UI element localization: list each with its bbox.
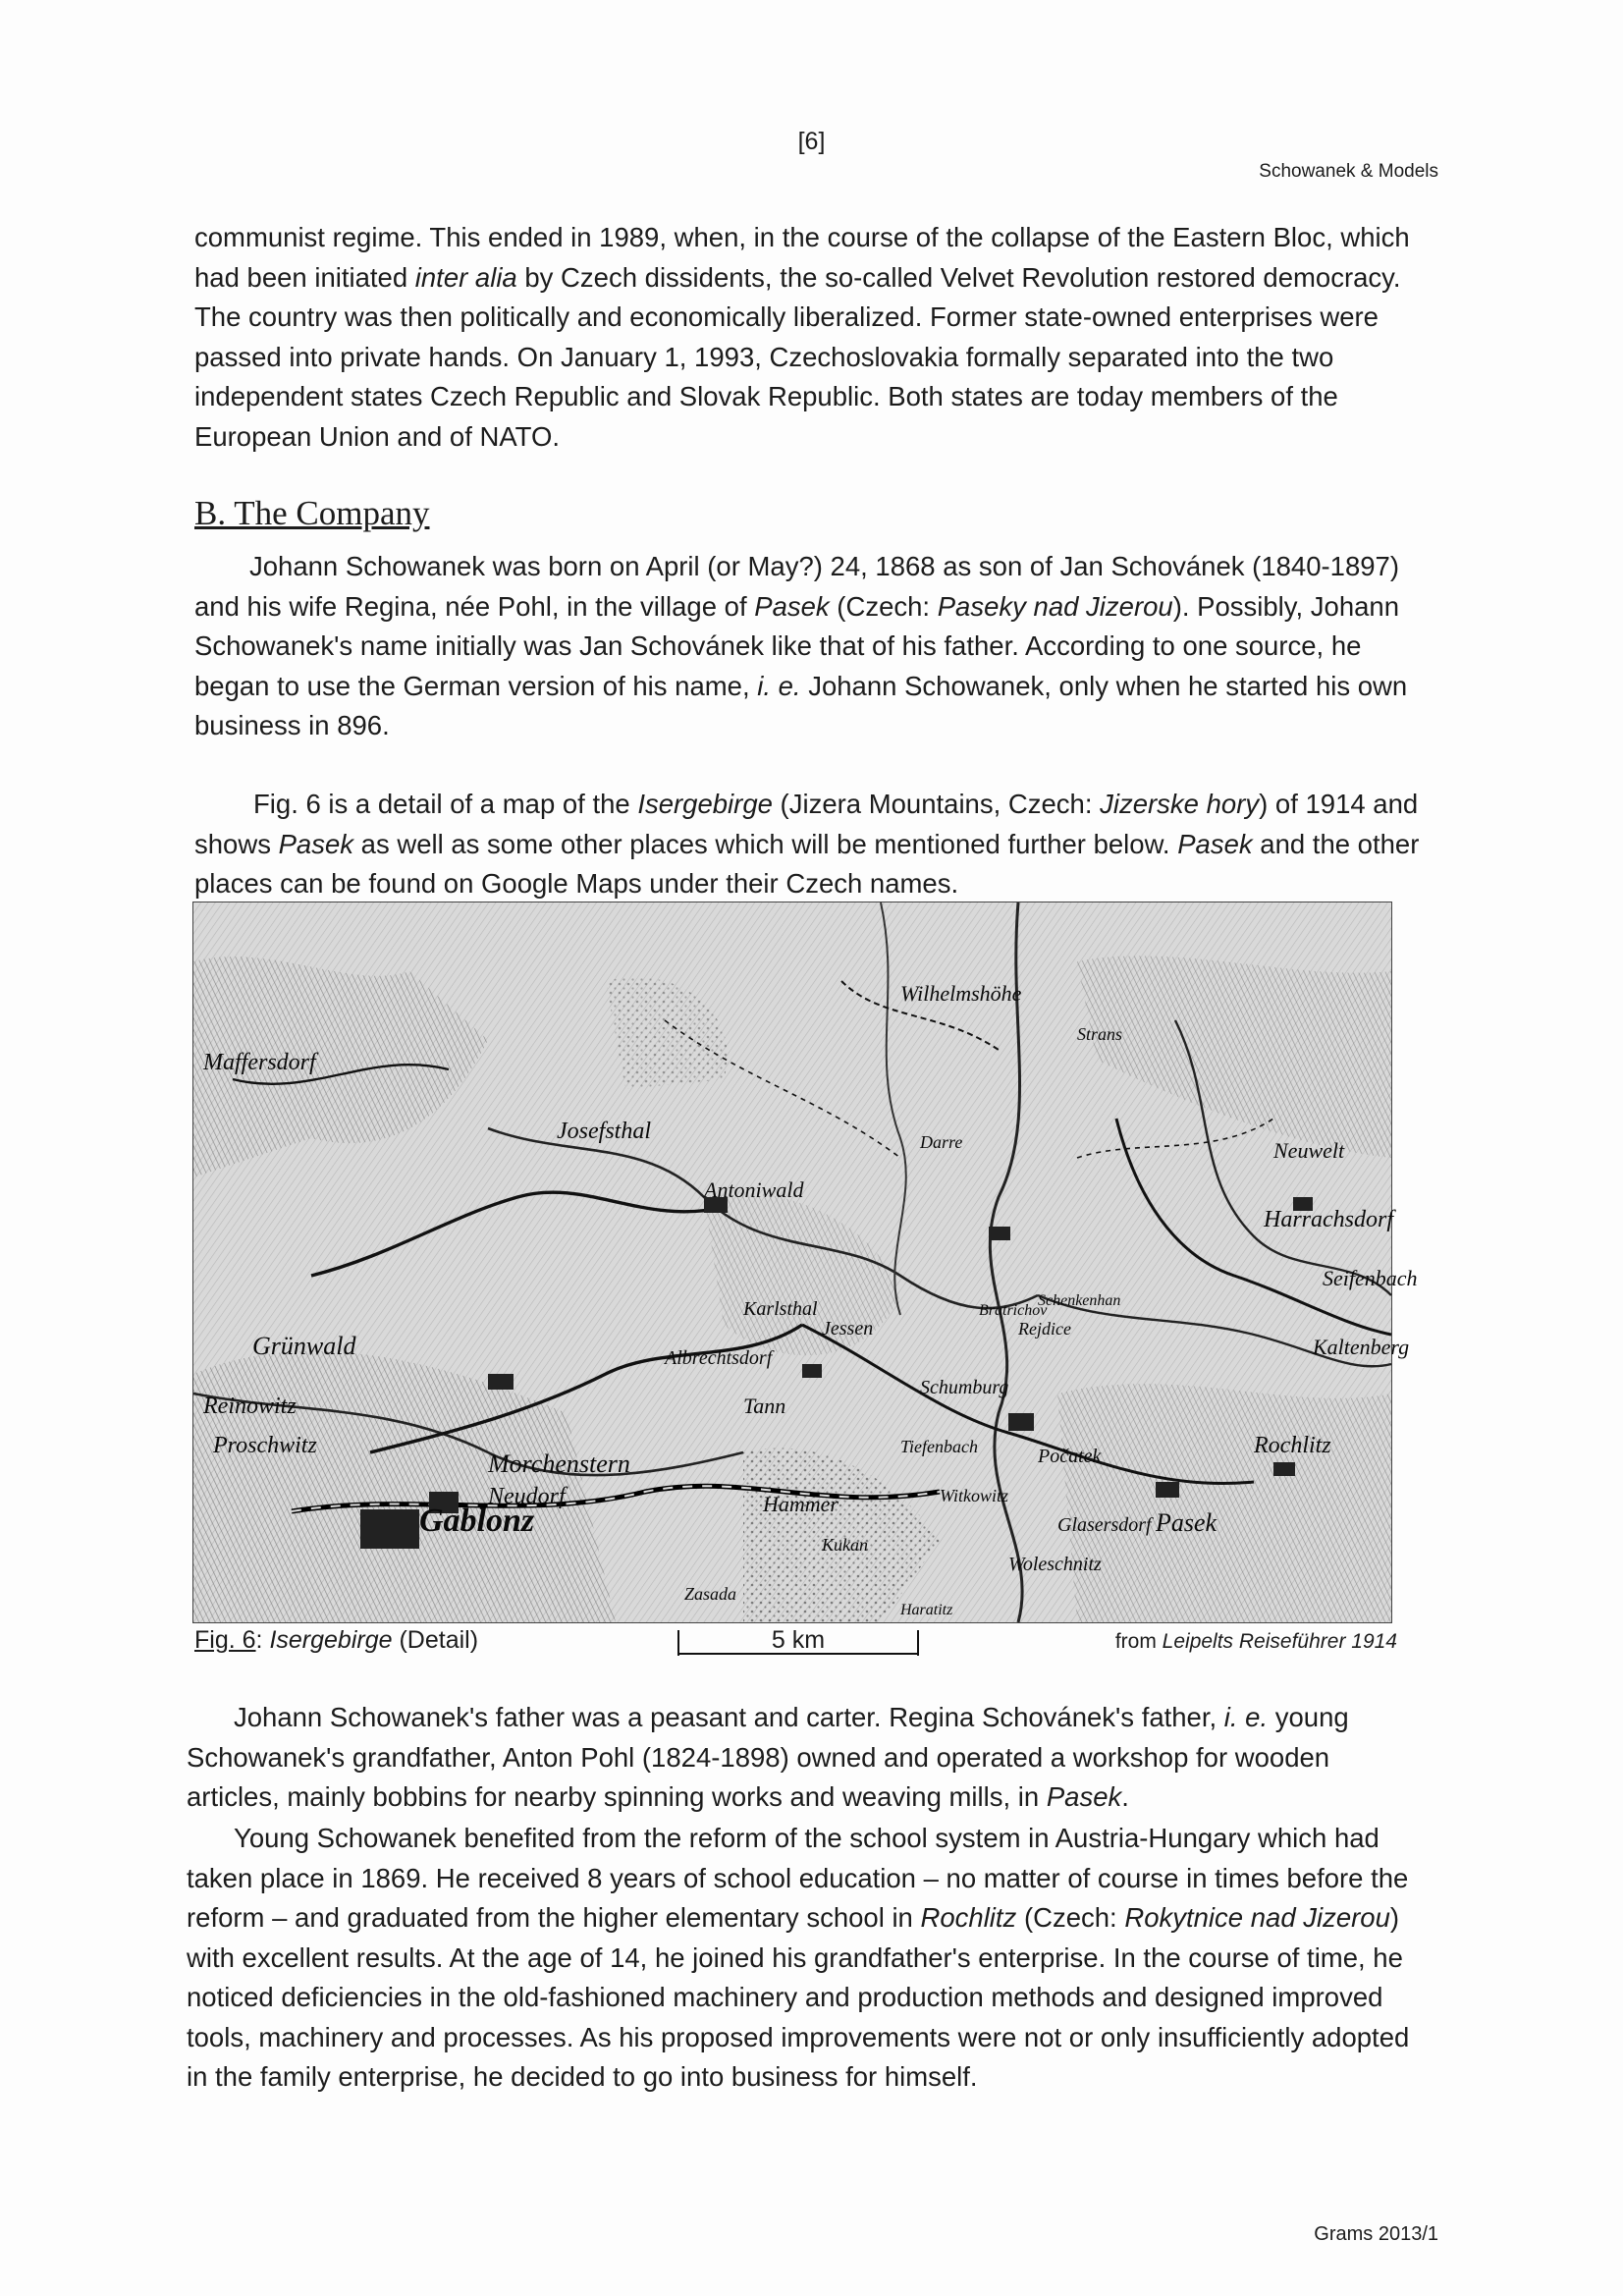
text-run: ) with excellent results. At the age of 14, he joined his grandfather's enterprise. In the course of time, he noticed deficiencies in the old-fashioned machinery and production methods and designed improved tools, machinery and processes. As his proposed improvements were not or only insufficiently adopted in the family enterprise, he decided to go into business for himself. <box>187 1902 1410 2092</box>
source-prefix: from <box>1114 1630 1163 1653</box>
text-run: ). Possibly, Johann Schowanek's name initially was Jan Schovánek like that of his father. According to one source, he began to use the German version of his name, <box>194 590 1400 701</box>
text-run: (Jizera Mountains, Czech: <box>772 789 1101 819</box>
map-place-label: Strans <box>1077 1024 1123 1044</box>
map-place-label: Maffersdorf <box>203 1050 316 1075</box>
map-place-label: Schenkenhan <box>1038 1292 1121 1309</box>
map-place-label: Bratrichov <box>979 1302 1048 1319</box>
running-header: Schowanek & Models <box>1259 161 1438 182</box>
figure-source <box>1115 1630 1397 1654</box>
text-run: Johann Schowanek was born on April (or May?) 24, 1868 as son of Jan Schovánek (1840-1897) and his wife Regina, née Pohl, in the village of <box>194 551 1399 622</box>
map-place-label: Darre <box>920 1132 963 1152</box>
map-image <box>193 902 1418 1622</box>
map-place-label: Jessen <box>822 1318 874 1339</box>
birth-paragraph <box>194 547 1432 746</box>
text-run: (Czech: <box>1016 1902 1125 1933</box>
terrain-shading <box>1057 1384 1391 1622</box>
text-run: ) of 1914 and shows <box>194 789 1419 859</box>
map-place-label: Gablonz <box>419 1503 535 1539</box>
caption-separator: : <box>255 1626 270 1654</box>
text-run: by Czech dissidents, the so-called Velvet Revolution restored democracy. The country was then politically and economically liberalized. Former state-owned enterprises were passed into private hands. On January 1, 1993, Czechoslovakia formally separated into the two independent states Czech Republic and Slovak Republic. Both states are today members of the European Union and of NATO. <box>194 261 1401 452</box>
map-place-label: Neudorf <box>488 1484 566 1509</box>
map-place-label: Glasersdorf <box>1057 1514 1152 1536</box>
map-place-label: Antoniwald <box>704 1177 804 1202</box>
map-place-label: Schumburg <box>920 1377 1009 1398</box>
scale-label: 5 km <box>771 1626 826 1654</box>
section-heading: B. The Company <box>194 494 430 532</box>
map-place-label: Hammer <box>763 1492 839 1516</box>
father-paragraph <box>187 1698 1422 1818</box>
map-place-label: Morchenstern <box>488 1449 630 1478</box>
italic-run: Pasek <box>1177 828 1253 859</box>
italic-run: Paseky nad Jizerou <box>937 590 1173 622</box>
map-place-label: Tiefenbach <box>900 1437 978 1456</box>
figure-caption-title <box>194 1626 478 1655</box>
text-run: Young Schowanek benefited from the reform of the school system in Austria-Hungary which had taken place in 1869. He received 8 years of school education – no matter of course in times before the reform – and graduated from the higher elementary school in <box>187 1823 1409 1933</box>
map-place-label: Josefsthal <box>557 1119 651 1144</box>
text-run: (Czech: <box>829 590 938 622</box>
italic-run: i. e. <box>1223 1702 1269 1732</box>
historic-map-figure <box>192 902 1418 1623</box>
italic-run: Pasek <box>1046 1781 1122 1812</box>
italic-run: Jizerske hory <box>1100 789 1260 819</box>
text-run: Johann Schowanek's father was a peasant and carter. Regina Schovánek's father, <box>234 1702 1224 1732</box>
map-place-label: Počatek <box>1038 1446 1102 1467</box>
map-place-label: Kukan <box>822 1535 868 1555</box>
source-title: Leipelts Reiseführer 1914 <box>1162 1630 1397 1653</box>
figure-number: Fig. 6 <box>194 1626 256 1654</box>
map-place-label: Zasada <box>684 1584 737 1604</box>
school-paragraph <box>187 1819 1422 2098</box>
map-place-label: Harrachsdorf <box>1264 1207 1394 1232</box>
map-place-label: Neuwelt <box>1273 1138 1345 1163</box>
page-number: [6] <box>797 128 826 155</box>
italic-run: Pasek <box>278 828 354 859</box>
text-run: . <box>1121 1781 1129 1812</box>
map-place-label: Karlsthal <box>743 1298 818 1320</box>
map-place-label: Proschwitz <box>213 1433 317 1458</box>
map-place-label: Albrechtsdorf <box>665 1347 773 1369</box>
map-place-label: Wilhelmshöhe <box>900 981 1022 1006</box>
scale-bar <box>677 1626 919 1658</box>
text-run: Johann Schowanek, only when he started his own business in 896. <box>194 670 1408 740</box>
page-footer: Grams 2013/1 <box>1314 2223 1438 2245</box>
map-place-label: Witkowitz <box>940 1486 1009 1505</box>
italic-run: Rokytnice nad Jizerou <box>1124 1902 1390 1933</box>
figure-intro-paragraph <box>194 785 1432 904</box>
map-place-label: Reinowitz <box>203 1394 297 1419</box>
text-run: and the other places can be found on Google Maps under their Czech names. <box>194 828 1420 899</box>
map-place-label: Rochlitz <box>1254 1433 1331 1458</box>
figure-caption <box>194 1626 1397 1660</box>
text-run: young Schowanek's grandfather, Anton Pohl (1824-1898) owned and operated a workshop for wooden articles, mainly bobbins for nearby spinning works and weaving mills, in <box>187 1702 1349 1812</box>
map-place-label: Tann <box>743 1394 786 1418</box>
map-place-label: Haratitz <box>900 1602 953 1618</box>
caption-suffix: (Detail) <box>392 1626 479 1654</box>
map-place-label: Rejdice <box>1018 1319 1071 1339</box>
map-place-label: Woleschnitz <box>1008 1554 1102 1575</box>
italic-run: Rochlitz <box>920 1902 1017 1933</box>
italic-run: Isergebirge <box>637 789 773 819</box>
text-run: Fig. 6 is a detail of a map of the <box>253 789 638 819</box>
map-place-label: Kaltenberg <box>1313 1335 1410 1359</box>
italic-run: Pasek <box>754 590 830 622</box>
text-run: as well as some other places which will be mentioned further below. <box>353 828 1178 859</box>
text-run: communist regime. This ended in 1989, when, in the course of the collapse of the Eastern Bloc, which had been initiated <box>194 222 1410 293</box>
caption-title: Isergebirge <box>269 1626 393 1654</box>
italic-run: i. e. <box>757 670 801 701</box>
map-place-label: Pasek <box>1156 1508 1217 1537</box>
map-place-label: Seifenbach <box>1323 1266 1418 1290</box>
intro-paragraph <box>194 218 1432 457</box>
map-place-label: Grünwald <box>252 1332 356 1360</box>
italic-run: inter alia <box>414 261 517 293</box>
